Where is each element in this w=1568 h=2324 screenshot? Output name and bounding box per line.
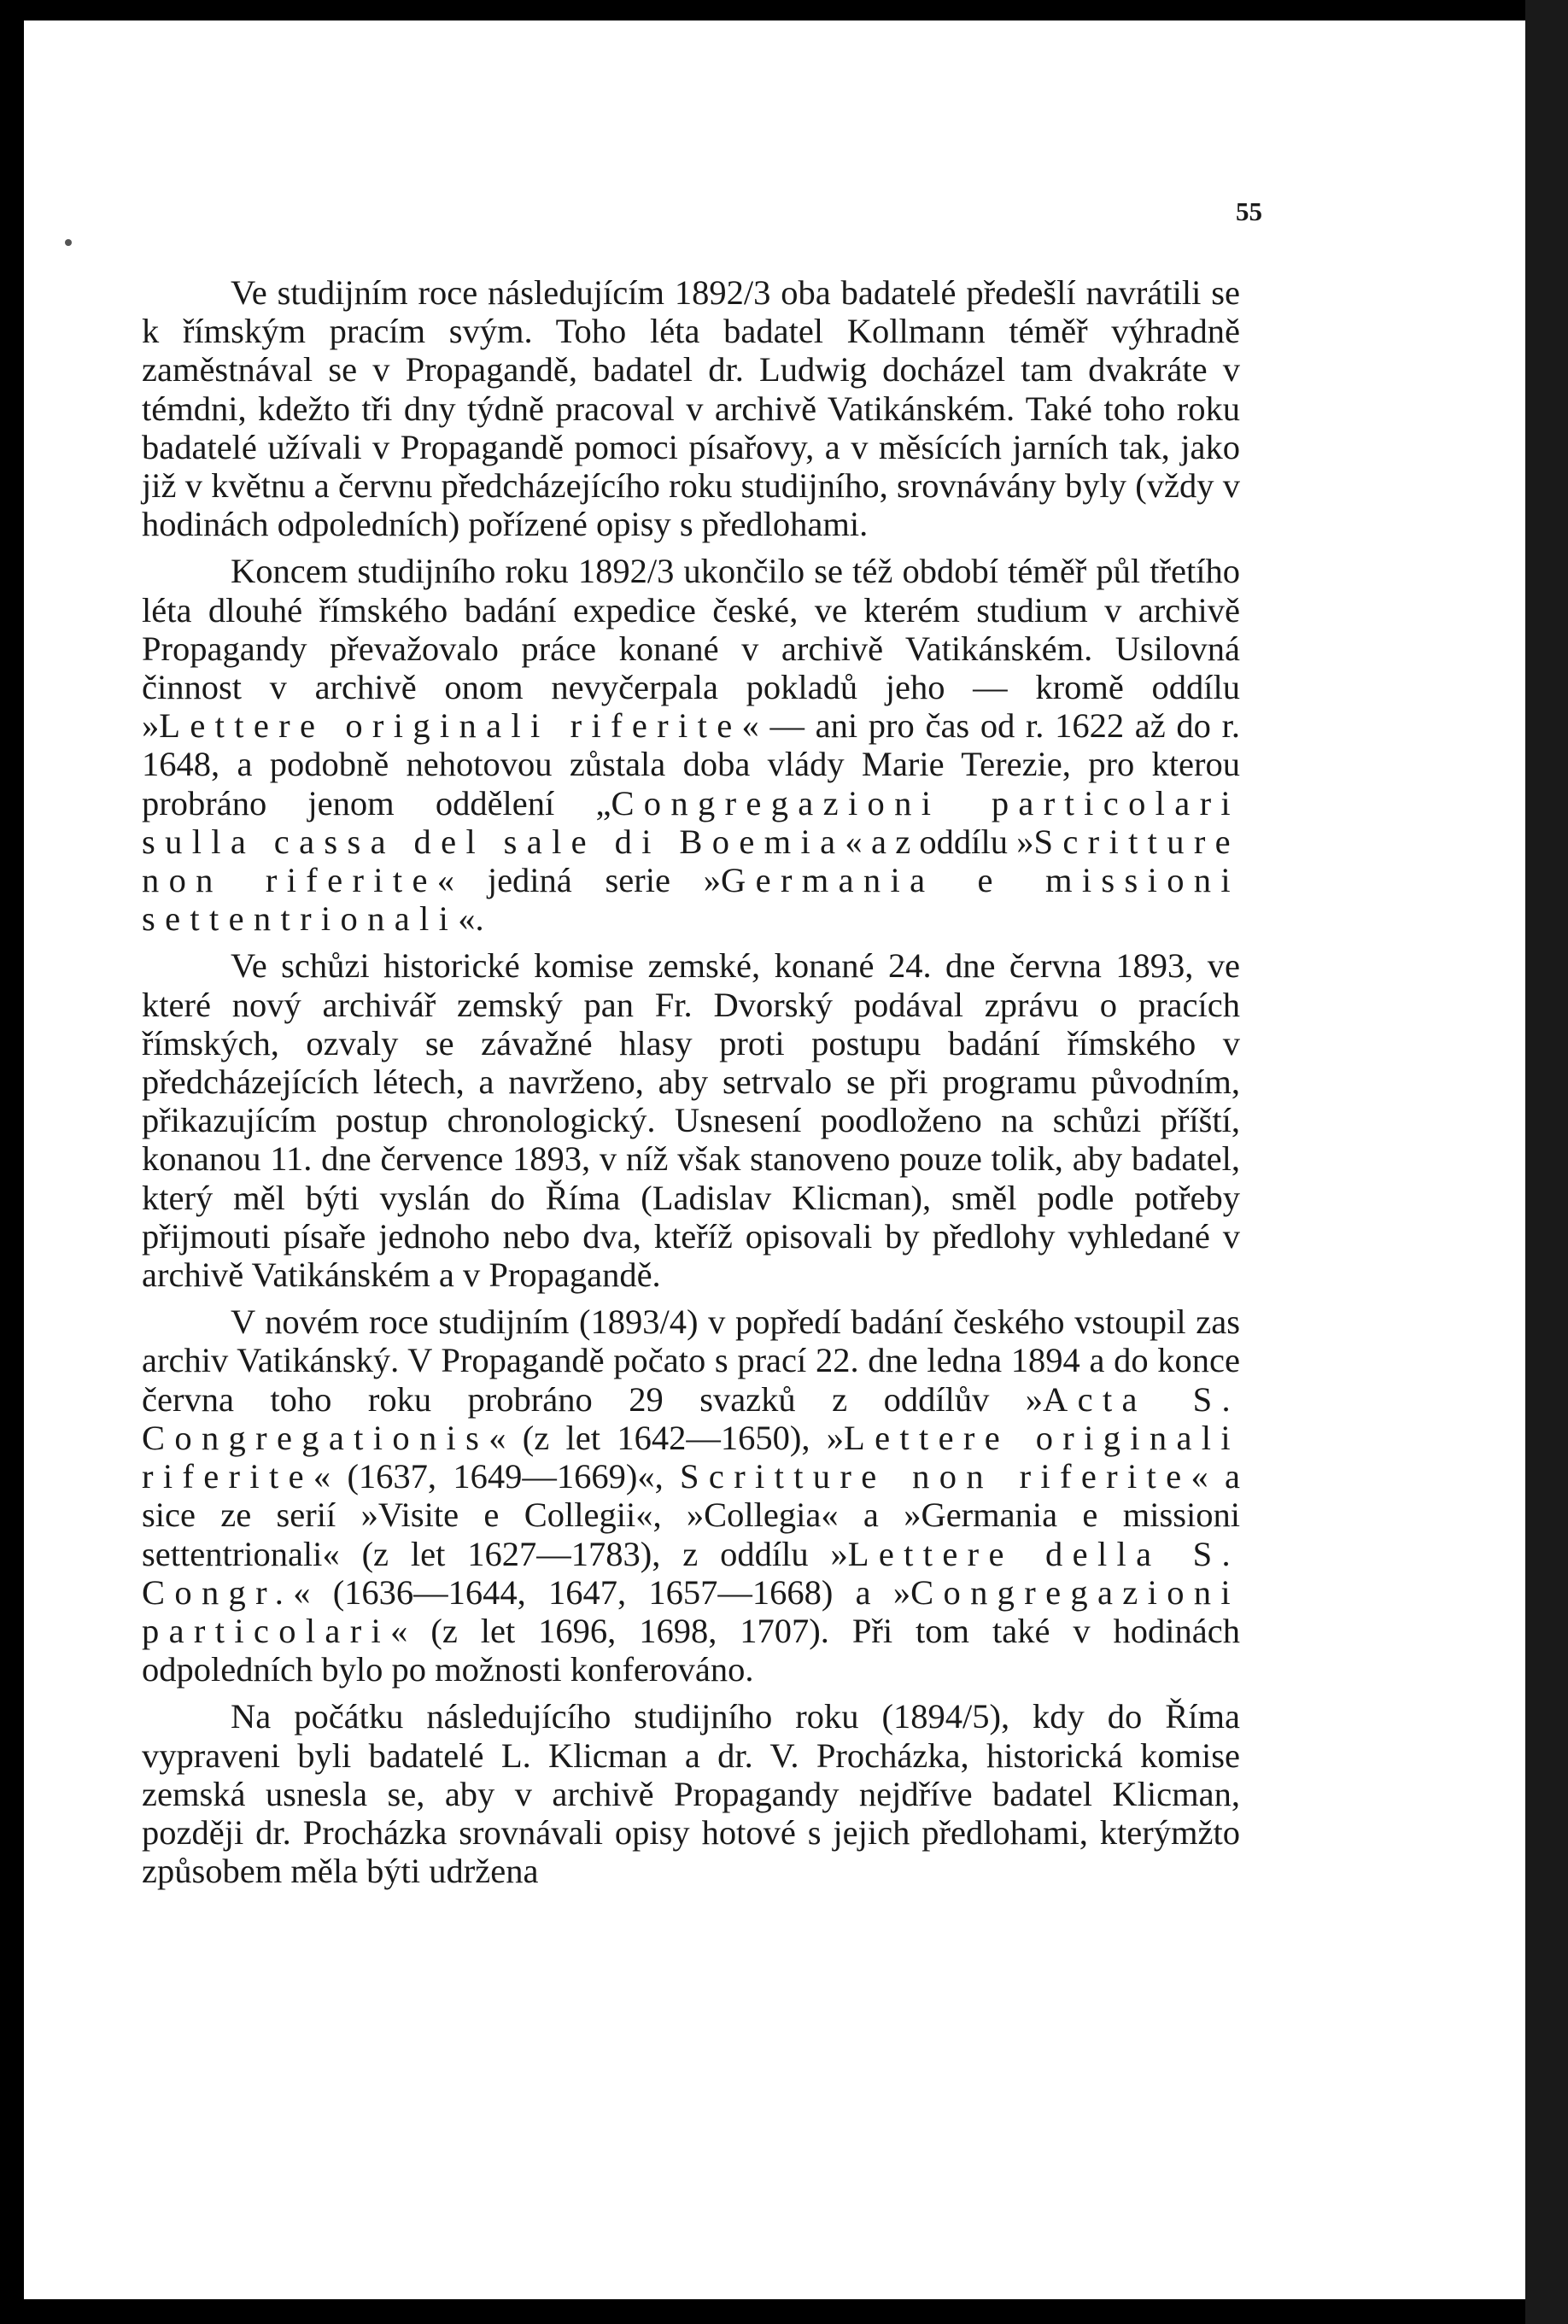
text-run: « a sice ze serií »Visite e Collegii«, »Collegia« a »Germania e missioni settentrionali« (z let 1627—1783), z oddílu » (142, 1457, 1240, 1573)
scan-speck (65, 239, 72, 246)
spaced-text: Lettere originali riferite (159, 706, 742, 746)
text-run: « a z oddílu » (845, 822, 1034, 861)
text-run: Ve schůzi historické komise zemské, konané 24. dne června 1893, ve které nový archivář zemský pan Fr. Dvorský podával zprávu o pracích římských, ozvaly se závažné hlasy proti postupu badání římského v předcházejících létech, a navrženo, aby setrvalo se při programu původním, přikazujícím postup chronologický. Usnesení poodloženo na schůzi příští, konanou 11. dne července 1893, v níž však stanoveno pouze tolik, aby badatel, který měl býti vyslán do Říma (Ladislav Klicman), směl podle potřeby přijmouti písaře jednoho nebo dva, kteříž opisovali by předlohy vyhledané v archivě Vatikánském a v Propagandě. (142, 946, 1240, 1295)
spaced-text: Lettere della S. Congr. (142, 1534, 1240, 1612)
text-run: V novém roce studijním (1893/4) v popředí badání českého vstoupil zas archiv Vatikánský. V Propagandě počato s prací 22. dne ledna 1894 a do konce června toho roku probráno 29 svazků z oddílův » (142, 1302, 1240, 1419)
spaced-text: Congregazioni particolari sulla cassa del sale di Boemia (142, 783, 1240, 861)
text-run: « (1637, 1649—1669)«, (313, 1457, 681, 1496)
page-number: 55 (1236, 196, 1262, 226)
spaced-text: Lettere originali riferite (142, 1418, 1240, 1496)
text-run: « jediná serie » (436, 861, 722, 900)
paragraph-1 (142, 273, 1240, 543)
text-run: « — ani pro čas od r. 1622 až do r. 1648, a podobně nehotovou zůstala doba vlády Marie Terezie, pro kterou probráno jenom oddělení „ (142, 706, 1240, 822)
text-run: « (z let 1642—1650), » (489, 1418, 845, 1457)
spaced-text: Scritture non riferite (142, 822, 1240, 900)
text-run: « (1636—1644, 1647, 1657—1668) a » (293, 1572, 911, 1612)
paragraph-4 (142, 1302, 1240, 1689)
text-run: Koncem studijního roku 1892/3 ukončilo se též období téměř půl třetího léta dlouhé římského badání expedice české, ve kterém studium v archivě Propagandy převažovalo práce konané v archivě Vatikánském. Usilovná činnost v archivě onom nevyčerpala pokladů jeho — kromě oddílu » (142, 552, 1240, 746)
text-run: «. (458, 899, 484, 939)
spaced-text: Acta S. Congregationis (142, 1379, 1240, 1457)
book-page (24, 20, 1525, 2299)
spaced-text: Germania e missioni settentrionali (142, 861, 1240, 939)
spaced-text: Scritture non riferite (680, 1457, 1191, 1496)
paragraph-2 (142, 552, 1240, 938)
paragraph-5 (142, 1697, 1240, 1890)
paragraph-3 (142, 946, 1240, 1294)
body-text (142, 273, 1240, 1890)
text-run: Na počátku následujícího studijního roku (1894/5), kdy do Říma vypraveni byli badatelé L. Klicman a dr. V. Procházka, historická komise zemská usnesla se, aby v archivě Propagandy nejdříve badatel Klicman, později dr. Procházka srovnávali opisy hotové s jejich předlohami, kterýmžto způsobem měla býti udržena (142, 1697, 1240, 1891)
text-run: « (z let 1696, 1698, 1707). Při tom také v hodinách odpoledních bylo po možnosti konferováno. (142, 1611, 1240, 1689)
spaced-text: Congregazioni particolari (142, 1572, 1240, 1650)
text-run: Ve studijním roce následujícím 1892/3 oba badatelé předešlí navrátili se k římským pracím svým. Toho léta badatel Kollmann téměř výhradně zaměstnával se v Propagandě, badatel dr. Ludwig docházel tam dvakráte v témdni, kdežto tři dny týdně pracoval v archivě Vatikánském. Také toho roku badatelé užívali v Propagandě pomoci písařovy, a v měsících jarních tak, jako již v květnu a červnu předcházejícího roku studijního, srovnávány byly (vždy v hodinách odpoledních) pořízené opisy s předlohami. (142, 273, 1240, 544)
scan-edge (1525, 0, 1568, 2324)
